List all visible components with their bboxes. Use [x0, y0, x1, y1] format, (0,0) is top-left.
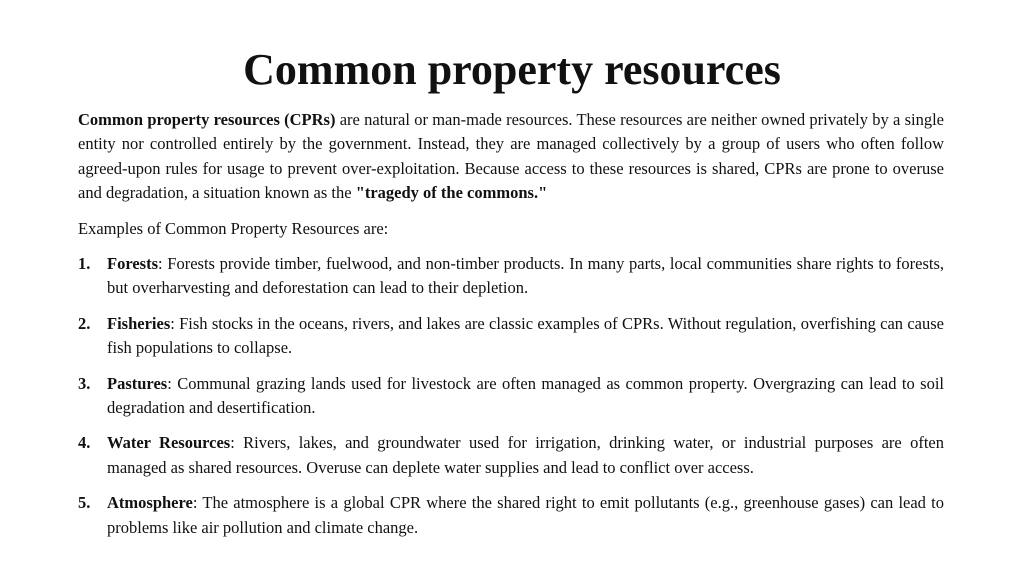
list-item-number: 2. — [78, 313, 91, 333]
list-item — [78, 431, 944, 480]
list-item-text: : Fish stocks in the oceans, rivers, and lakes are classic examples of CPRs. Without regulation, overfishing can cause fish populations to collapse. — [107, 313, 944, 358]
list-item-text: : The atmosphere is a global CPR where the shared right to emit pollutants (e.g., greenhouse gases) can lead to problems like air pollution and climate change. — [107, 493, 944, 537]
intro-emphasis: "tragedy of the commons." — [355, 183, 548, 203]
list-item — [78, 491, 944, 540]
list-item-number: 5. — [78, 493, 91, 513]
list-item-text: : Rivers, lakes, and groundwater used for irrigation, drinking water, or industrial purposes are often managed as shared resources. Overuse can deplete water supplies and lead to conflict over access. — [107, 433, 944, 477]
list-item-number: 3. — [78, 373, 91, 393]
list-item-text: : Forests provide timber, fuelwood, and non-timber products. In many parts, local communities share rights to forests, but overharvesting and deforestation can lead to their depletion. — [107, 254, 944, 298]
list-item-number: 1. — [78, 254, 91, 274]
page-title: Common property resources — [243, 45, 781, 94]
list-item-name: Fisheries — [107, 313, 171, 333]
list-item-name: Forests — [107, 254, 159, 274]
list-item-name: Pastures — [107, 373, 168, 393]
list-item-text: : Communal grazing lands used for livestock are often managed as common property. Overgrazing can lead to soil degradation and desertification. — [107, 373, 944, 418]
list-item-name: Atmosphere — [107, 493, 193, 513]
list-item-number: 4. — [78, 433, 91, 453]
list-item — [78, 252, 944, 301]
examples-intro: Examples of Common Property Resources are: — [78, 218, 389, 238]
list-item — [78, 312, 944, 361]
list-item-name: Water Resources — [107, 433, 231, 453]
slide-content — [78, 108, 944, 551]
examples-list — [78, 252, 944, 540]
intro-term: Common property resources (CPRs) — [78, 110, 336, 129]
list-item — [78, 372, 944, 421]
intro-paragraph — [78, 108, 944, 206]
intro-text: are natural or man-made resources. These resources are neither owned privately by a single entity nor controlled entirely by the government. Instead, they are managed collectively by a group of users who often follow agreed-upon rules for usage to prevent over-exploitation. Because access to these resources is shared, CPRs are prone to overuse and degradation, a situation known as the — [78, 110, 945, 203]
